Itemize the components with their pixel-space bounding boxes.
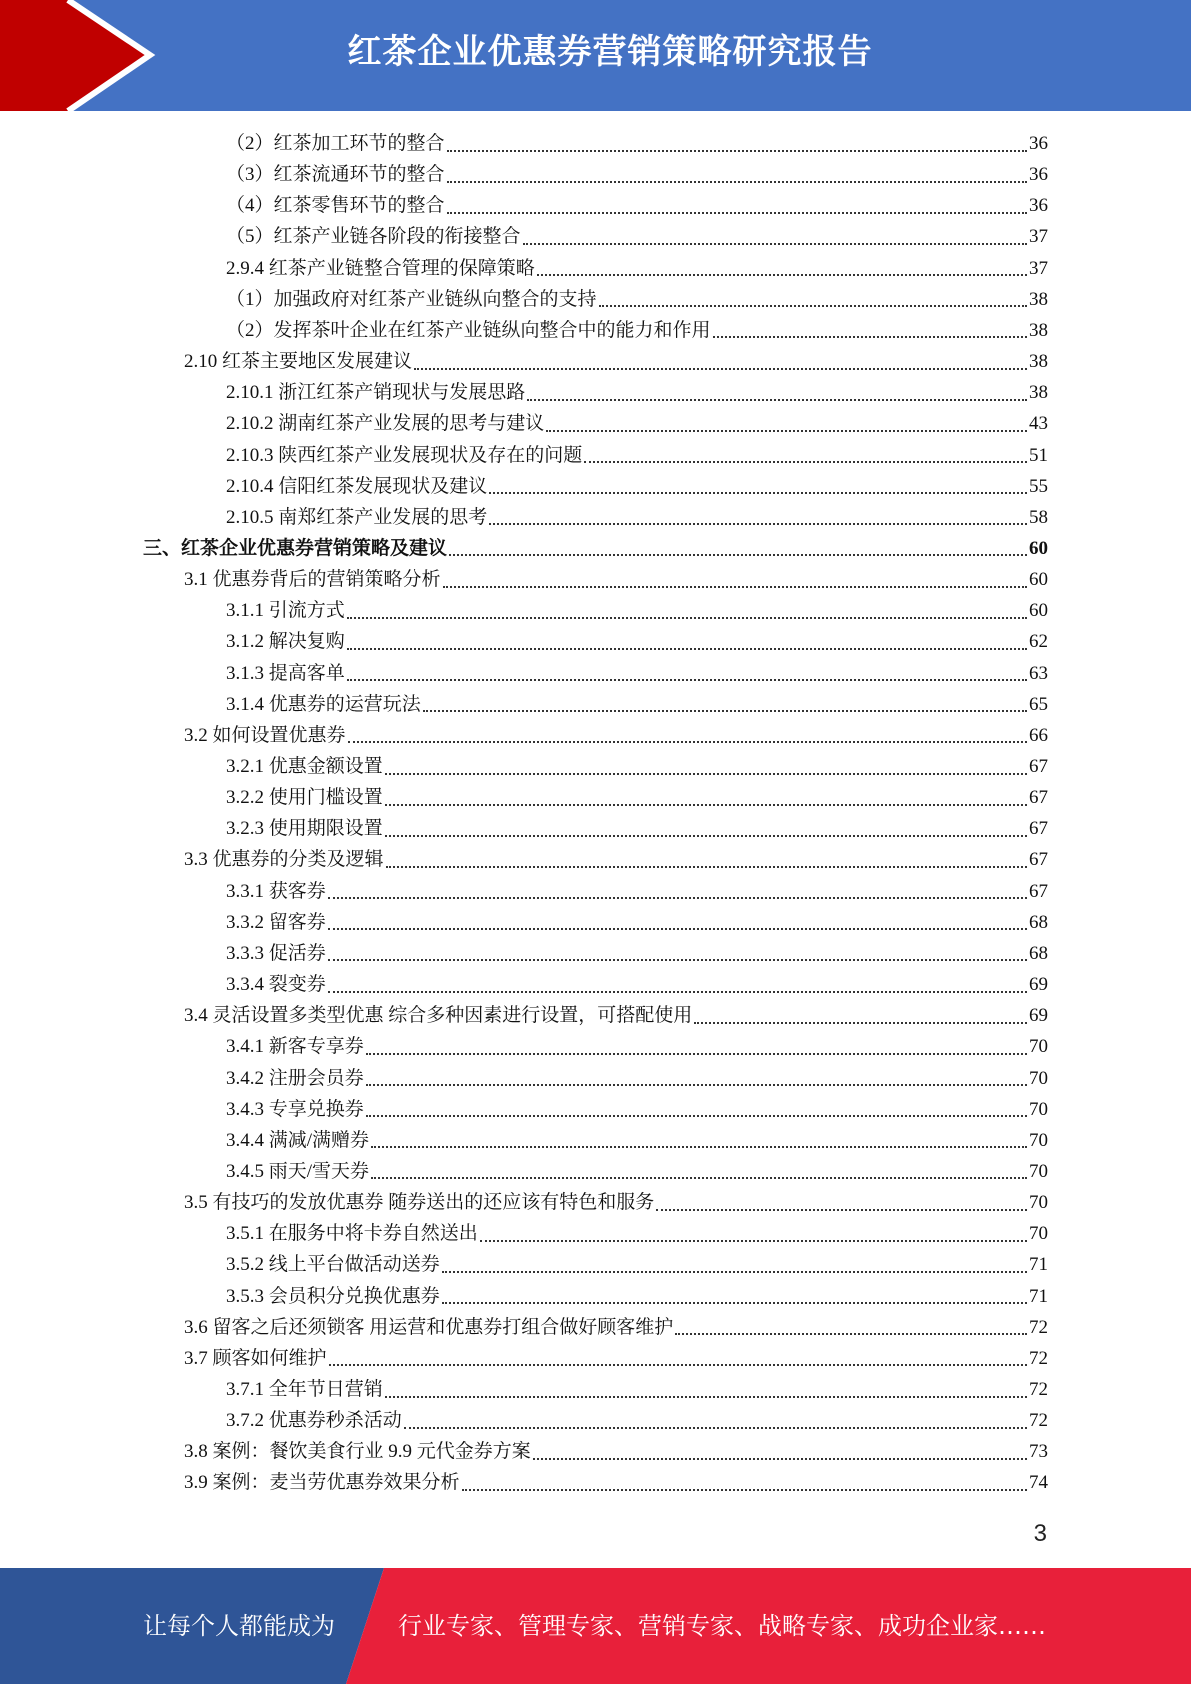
toc-entry[interactable]	[184, 1343, 1048, 1374]
toc-entry-page: 67	[1029, 756, 1048, 777]
toc-entry-label: 3.3 优惠券的分类及逻辑	[184, 849, 384, 871]
toc-entry-page: 38	[1029, 288, 1048, 310]
toc-entry[interactable]	[226, 315, 1048, 346]
toc-entry-page: 67	[1029, 818, 1048, 840]
toc-entry-label: （3）红茶流通环节的整合	[226, 164, 445, 186]
toc-entry[interactable]	[226, 1156, 1048, 1187]
toc-entry[interactable]	[226, 1405, 1048, 1436]
toc-entry-page: 71	[1029, 1285, 1048, 1307]
toc-entry[interactable]	[184, 1436, 1048, 1467]
toc-leader-dots	[404, 1427, 1027, 1429]
toc-leader-dots	[385, 804, 1027, 806]
toc-entry-label: 3.7 顾客如何维护	[184, 1347, 327, 1369]
toc-entry-label: 2.10.1 浙江红茶产销现状与发展思路	[226, 382, 526, 404]
toc-entry-page: 38	[1029, 382, 1048, 404]
toc-entry[interactable]	[184, 1187, 1048, 1218]
toc-entry-label: 3.4.4 满减/满赠券	[226, 1129, 370, 1151]
toc-entry[interactable]	[226, 190, 1048, 221]
toc-leader-dots	[713, 336, 1027, 338]
report-title: 红茶企业优惠券营销策略研究报告	[347, 32, 873, 72]
toc-entry[interactable]	[226, 1125, 1048, 1156]
toc-leader-dots	[371, 1146, 1027, 1148]
toc-entry-label: 3.5.2 线上平台做活动送券	[226, 1254, 440, 1276]
toc-entry[interactable]	[184, 1000, 1048, 1031]
page-header	[0, 0, 1191, 111]
toc-entry-label: 2.10.2 湖南红茶产业发展的思考与建议	[226, 413, 545, 435]
toc-leader-dots	[599, 305, 1027, 307]
toc-entry-page: 51	[1029, 444, 1048, 466]
toc-entry-page: 62	[1029, 631, 1048, 653]
toc-entry-page: 38	[1029, 319, 1048, 341]
toc-entry-page: 60	[1029, 537, 1048, 559]
toc-entry-label: 3.5 有技巧的发放优惠券 随券送出的还应该有特色和服务	[184, 1192, 655, 1214]
toc-entry[interactable]	[226, 1218, 1048, 1249]
toc-leader-dots	[328, 897, 1027, 899]
toc-entry[interactable]	[226, 969, 1048, 1000]
toc-entry[interactable]	[184, 564, 1048, 595]
toc-entry-label: 3.1.3 提高客单	[226, 662, 345, 684]
toc-entry[interactable]	[226, 782, 1048, 813]
toc-entry-label: 3.9 案例：麦当劳优惠券效果分析	[184, 1472, 460, 1494]
toc-entry-page: 37	[1029, 257, 1048, 279]
toc-entry-label: 3.1 优惠券背后的营销策略分析	[184, 569, 441, 591]
toc-entry[interactable]	[226, 751, 1048, 782]
toc-entry-label: 3.2 如何设置优惠券	[184, 724, 346, 746]
toc-entry-label: （2）发挥茶叶企业在红茶产业链纵向整合中的能力和作用	[226, 319, 711, 341]
toc-leader-dots	[489, 492, 1027, 494]
toc-entry-label: 3.3.3 促活券	[226, 942, 326, 964]
toc-entry[interactable]	[226, 159, 1048, 190]
toc-entry-page: 72	[1029, 1347, 1048, 1369]
toc-entry-label: 2.10 红茶主要地区发展建议	[184, 351, 413, 373]
toc-entry-page: 60	[1029, 600, 1048, 622]
toc-leader-dots	[694, 1022, 1027, 1024]
toc-entry-label: 3.4.1 新客专享券	[226, 1036, 364, 1058]
toc-leader-dots	[584, 461, 1027, 463]
toc-entry[interactable]	[226, 440, 1048, 471]
toc-entry-page: 69	[1029, 1005, 1048, 1027]
toc-entry-page: 36	[1029, 133, 1048, 154]
toc-entry-label: （4）红茶零售环节的整合	[226, 195, 445, 217]
toc-entry-page: 55	[1029, 475, 1048, 497]
toc-entry-page: 70	[1029, 1129, 1048, 1151]
toc-leader-dots	[385, 1396, 1027, 1398]
toc-entry-page: 72	[1029, 1410, 1048, 1432]
toc-entry[interactable]	[226, 1063, 1048, 1094]
toc-leader-dots	[423, 710, 1027, 712]
toc-entry-page: 72	[1029, 1316, 1048, 1338]
toc-leader-dots	[656, 1209, 1027, 1211]
toc-entry[interactable]	[226, 938, 1048, 969]
toc-leader-dots	[386, 866, 1027, 868]
toc-entry-label: 3.4.5 雨天/雪天券	[226, 1160, 370, 1182]
footer-slogan-right: 行业专家、管理专家、营销专家、战略专家、成功企业家……	[398, 1612, 1046, 1640]
toc-entry[interactable]	[184, 1467, 1048, 1498]
toc-leader-dots	[443, 586, 1027, 588]
toc-leader-dots	[385, 835, 1027, 837]
toc-entry-page: 70	[1029, 1160, 1048, 1182]
toc-entry-label: 3.4 灵活设置多类型优惠 综合多种因素进行设置，可搭配使用	[184, 1005, 693, 1027]
toc-leader-dots	[546, 430, 1027, 432]
toc-entry-page: 43	[1029, 413, 1048, 435]
toc-leader-dots	[489, 523, 1027, 525]
toc-entry[interactable]	[226, 253, 1048, 284]
toc-entry-page: 67	[1029, 787, 1048, 809]
toc-leader-dots	[328, 928, 1027, 930]
toc-leader-dots	[523, 243, 1027, 245]
toc-entry[interactable]	[226, 377, 1048, 408]
toc-entry-page: 67	[1029, 849, 1048, 871]
toc-leader-dots	[328, 991, 1027, 993]
toc-leader-dots	[533, 1458, 1027, 1460]
toc-entry-label: 3.4.2 注册会员券	[226, 1067, 364, 1089]
toc-entry-label: 3.4.3 专享兑换券	[226, 1098, 364, 1120]
footer-slogan-left: 让每个人都能成为	[143, 1612, 335, 1640]
toc-leader-dots	[329, 1364, 1027, 1366]
toc-leader-dots	[447, 150, 1027, 152]
toc-entry[interactable]	[226, 907, 1048, 938]
page-footer	[0, 1568, 1191, 1684]
toc-leader-dots	[447, 181, 1027, 183]
toc-entry-page: 70	[1029, 1192, 1048, 1214]
toc-entry-page: 60	[1029, 569, 1048, 591]
toc-entry-page: 63	[1029, 662, 1048, 684]
toc-leader-dots	[347, 679, 1027, 681]
toc-entry[interactable]	[143, 533, 1048, 564]
toc-entry[interactable]	[226, 689, 1048, 720]
toc-entry-label: 3.2.3 使用期限设置	[226, 818, 383, 840]
toc-entry-label: 3.1.2 解决复购	[226, 631, 345, 653]
toc-entry-label: 3.6 留客之后还须锁客 用运营和优惠券打组合做好顾客维护	[184, 1316, 674, 1338]
toc-leader-dots	[414, 368, 1027, 370]
toc-entry-label: 3.7.2 优惠券秒杀活动	[226, 1410, 402, 1432]
toc-entry-label: 3.1.1 引流方式	[226, 600, 345, 622]
toc-entry-label: 3.1.4 优惠券的运营玩法	[226, 693, 421, 715]
toc-entry-page: 36	[1029, 164, 1048, 186]
toc-entry-label: 2.10.5 南郑红茶产业发展的思考	[226, 506, 488, 528]
toc-entry-page: 37	[1029, 226, 1048, 248]
toc-entry-page: 38	[1029, 351, 1048, 373]
toc-leader-dots	[447, 212, 1027, 214]
toc-entry-page: 73	[1029, 1441, 1048, 1463]
toc-entry-page: 67	[1029, 880, 1048, 902]
toc-leader-dots	[347, 617, 1027, 619]
toc-entry-label: 2.9.4 红茶产业链整合管理的保障策略	[226, 257, 535, 279]
toc-entry-label: 3.3.2 留客券	[226, 911, 326, 933]
toc-entry[interactable]	[226, 595, 1048, 626]
toc-leader-dots	[480, 1240, 1027, 1242]
toc-entry-page: 66	[1029, 724, 1048, 746]
toc-entry-page: 70	[1029, 1223, 1048, 1245]
toc-entry[interactable]	[226, 1094, 1048, 1125]
toc-entry[interactable]	[226, 221, 1048, 252]
toc-leader-dots	[347, 648, 1027, 650]
toc-entry-label: 3.8 案例：餐饮美食行业 9.9 元代金券方案	[184, 1441, 531, 1463]
toc-entry-label: 3.2.2 使用门槛设置	[226, 787, 383, 809]
toc-leader-dots	[527, 399, 1027, 401]
toc-leader-dots	[348, 741, 1027, 743]
toc-entry-label: （5）红茶产业链各阶段的衔接整合	[226, 226, 521, 248]
toc-entry[interactable]	[226, 876, 1048, 907]
toc-leader-dots	[385, 773, 1027, 775]
toc-entry-label: 三、红茶企业优惠券营销策略及建议	[143, 537, 448, 559]
toc-entry-label: 3.5.1 在服务中将卡券自然送出	[226, 1223, 478, 1245]
toc-entry[interactable]	[226, 1031, 1048, 1062]
toc-entry-label: 2.10.3 陕西红茶产业发展现状及存在的问题	[226, 444, 583, 466]
toc-entry[interactable]	[184, 844, 1048, 875]
toc-leader-dots	[442, 1271, 1027, 1273]
toc-entry-label: 3.3.1 获客券	[226, 880, 326, 902]
toc-leader-dots	[462, 1489, 1027, 1491]
toc-leader-dots	[328, 959, 1027, 961]
toc-entry-label: 3.7.1 全年节日营销	[226, 1379, 383, 1400]
toc-entry-label: （1）加强政府对红茶产业链纵向整合的支持	[226, 288, 597, 310]
toc-entry-page: 70	[1029, 1036, 1048, 1058]
toc-entry-page: 58	[1029, 506, 1048, 528]
toc-entry-page: 65	[1029, 693, 1048, 715]
toc-leader-dots	[366, 1084, 1027, 1086]
toc-entry-page: 72	[1029, 1379, 1048, 1400]
toc-entry[interactable]	[184, 346, 1048, 377]
toc-entry[interactable]	[226, 658, 1048, 689]
toc-entry[interactable]	[226, 1374, 1048, 1405]
toc-entry-label: 3.5.3 会员积分兑换优惠券	[226, 1285, 440, 1307]
toc-entry[interactable]	[184, 720, 1048, 751]
toc-entry[interactable]	[226, 471, 1048, 502]
toc-leader-dots	[366, 1115, 1027, 1117]
toc-entry-page: 36	[1029, 195, 1048, 217]
toc-entry[interactable]	[226, 408, 1048, 439]
toc-entry-label: 3.2.1 优惠金额设置	[226, 756, 383, 777]
toc-leader-dots	[449, 554, 1027, 556]
toc-entry-label: 2.10.4 信阳红茶发展现状及建议	[226, 475, 488, 497]
toc-entry[interactable]	[226, 284, 1048, 315]
toc-entry-page: 74	[1029, 1472, 1048, 1494]
toc-entry[interactable]	[226, 626, 1048, 657]
toc-leader-dots	[442, 1302, 1027, 1304]
toc-leader-dots	[371, 1177, 1027, 1179]
toc-entry[interactable]	[226, 1249, 1048, 1280]
toc-entry-page: 68	[1029, 911, 1048, 933]
toc-entry-page: 70	[1029, 1098, 1048, 1120]
toc-entry-page: 68	[1029, 942, 1048, 964]
toc-entry-label: 3.3.4 裂变券	[226, 974, 326, 996]
toc-leader-dots	[675, 1333, 1027, 1335]
toc-entry[interactable]	[226, 1281, 1048, 1312]
toc-entry-page: 70	[1029, 1067, 1048, 1089]
toc-entry-label: （2）红茶加工环节的整合	[226, 133, 445, 154]
toc-entry-page: 71	[1029, 1254, 1048, 1276]
toc-entry[interactable]	[184, 1312, 1048, 1343]
toc-entry[interactable]	[226, 502, 1048, 533]
toc-leader-dots	[537, 274, 1027, 276]
toc-entry[interactable]	[226, 128, 1048, 159]
page-number: 3	[1033, 1520, 1047, 1547]
toc-entry-page: 69	[1029, 974, 1048, 996]
toc-entry[interactable]	[226, 813, 1048, 844]
toc-leader-dots	[366, 1053, 1027, 1055]
